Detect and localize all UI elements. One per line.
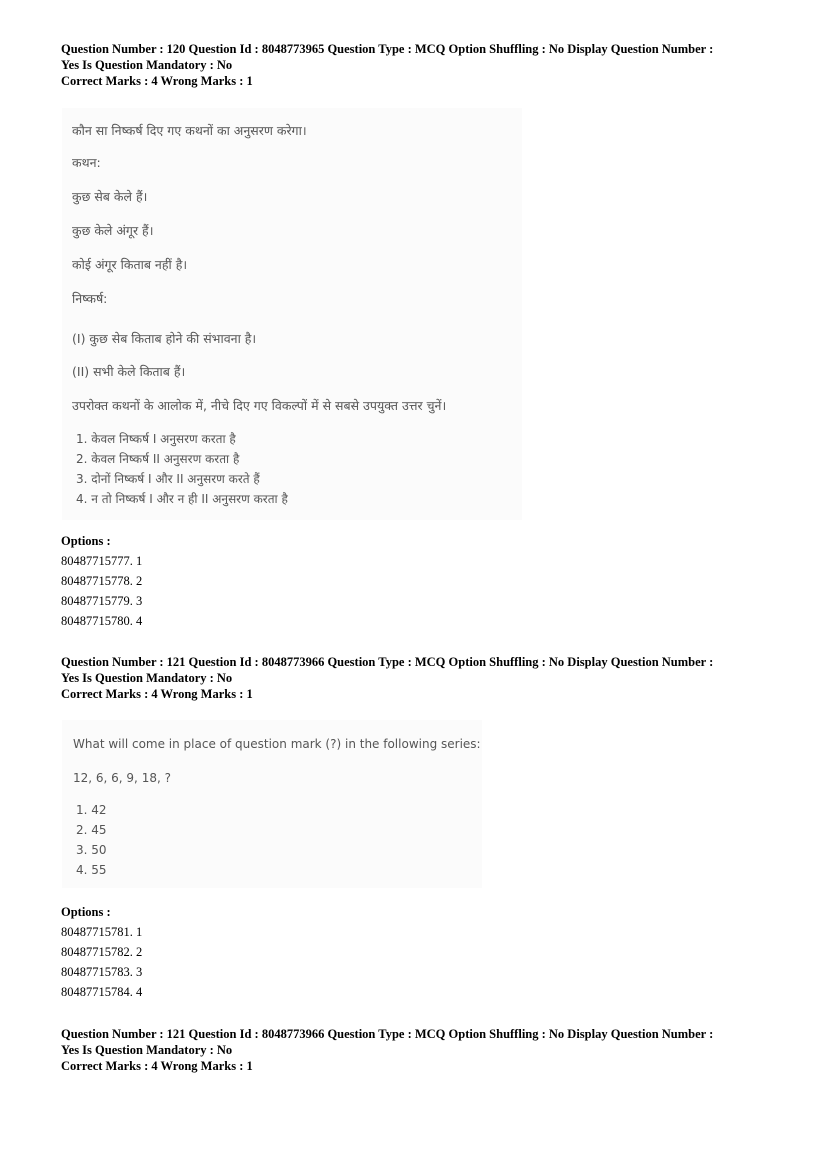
options-heading: Options : xyxy=(61,905,111,919)
instruction-text: उपरोक्त कथनों के आलोक में, नीचे दिए गए विकल्पों में से सबसे उपयुक्त उत्तर चुनें। xyxy=(72,398,447,413)
series-text: 12, 6, 6, 9, 18, ? xyxy=(73,771,171,785)
question-meta-line: Question Number : 121 Question Id : 8048773966 Question Type : MCQ Option Shuffling : No Display Question Number : xyxy=(61,1027,714,1041)
question-header xyxy=(61,41,781,89)
answer-choice: 2. 45 xyxy=(76,823,107,837)
question-text: कौन सा निष्कर्ष दिए गए कथनों का अनुसरण करेगा। xyxy=(72,123,307,138)
option-item: 80487715781. 1 xyxy=(61,925,143,939)
question-text: What will come in place of question mark (?) in the following series: xyxy=(73,737,481,751)
question-meta-line: Yes Is Question Mandatory : No xyxy=(61,58,233,72)
question-meta-line: Yes Is Question Mandatory : No xyxy=(61,671,233,685)
option-item: 80487715784. 4 xyxy=(61,985,143,999)
question-image xyxy=(62,720,482,888)
answer-choice: 1. केवल निष्कर्ष I अनुसरण करता है xyxy=(76,432,236,446)
answer-choice: 3. दोनों निष्कर्ष I और II अनुसरण करते हैं xyxy=(76,472,260,486)
answer-choice: 3. 50 xyxy=(76,843,107,857)
question-image xyxy=(62,108,522,520)
options-list xyxy=(61,902,142,1002)
answer-choice: 4. 55 xyxy=(76,863,107,877)
statement: कोई अंगूर किताब नहीं है। xyxy=(72,257,188,272)
answer-choice: 2. केवल निष्कर्ष II अनुसरण करता है xyxy=(76,452,240,466)
statement: कुछ सेब केले हैं। xyxy=(72,189,148,204)
question-marks-line: Correct Marks : 4 Wrong Marks : 1 xyxy=(61,1059,253,1073)
question-meta-line: Question Number : 120 Question Id : 8048773965 Question Type : MCQ Option Shuffling : No Display Question Number : xyxy=(61,42,714,56)
option-item: 80487715779. 3 xyxy=(61,594,143,608)
answer-choice: 4. न तो निष्कर्ष I और न ही II अनुसरण करता है xyxy=(76,492,288,506)
statement: कुछ केले अंगूर हैं। xyxy=(72,223,154,238)
question-marks-line: Correct Marks : 4 Wrong Marks : 1 xyxy=(61,74,253,88)
question-header xyxy=(61,1026,781,1074)
options-list xyxy=(61,531,142,631)
conclusion: (I) कुछ सेब किताब होने की संभावना है। xyxy=(72,331,257,346)
answer-choice: 1. 42 xyxy=(76,803,107,817)
conclusions-heading: निष्कर्ष: xyxy=(72,291,108,306)
statements-heading: कथन: xyxy=(72,155,101,170)
question-meta-line: Question Number : 121 Question Id : 8048773966 Question Type : MCQ Option Shuffling : No Display Question Number : xyxy=(61,655,714,669)
option-item: 80487715782. 2 xyxy=(61,945,143,959)
option-item: 80487715783. 3 xyxy=(61,965,143,979)
option-item: 80487715780. 4 xyxy=(61,614,143,628)
question-marks-line: Correct Marks : 4 Wrong Marks : 1 xyxy=(61,687,253,701)
question-meta-line: Yes Is Question Mandatory : No xyxy=(61,1043,233,1057)
options-heading: Options : xyxy=(61,534,111,548)
conclusion: (II) सभी केले किताब हैं। xyxy=(72,364,186,379)
option-item: 80487715777. 1 xyxy=(61,554,143,568)
option-item: 80487715778. 2 xyxy=(61,574,143,588)
question-header xyxy=(61,654,781,702)
